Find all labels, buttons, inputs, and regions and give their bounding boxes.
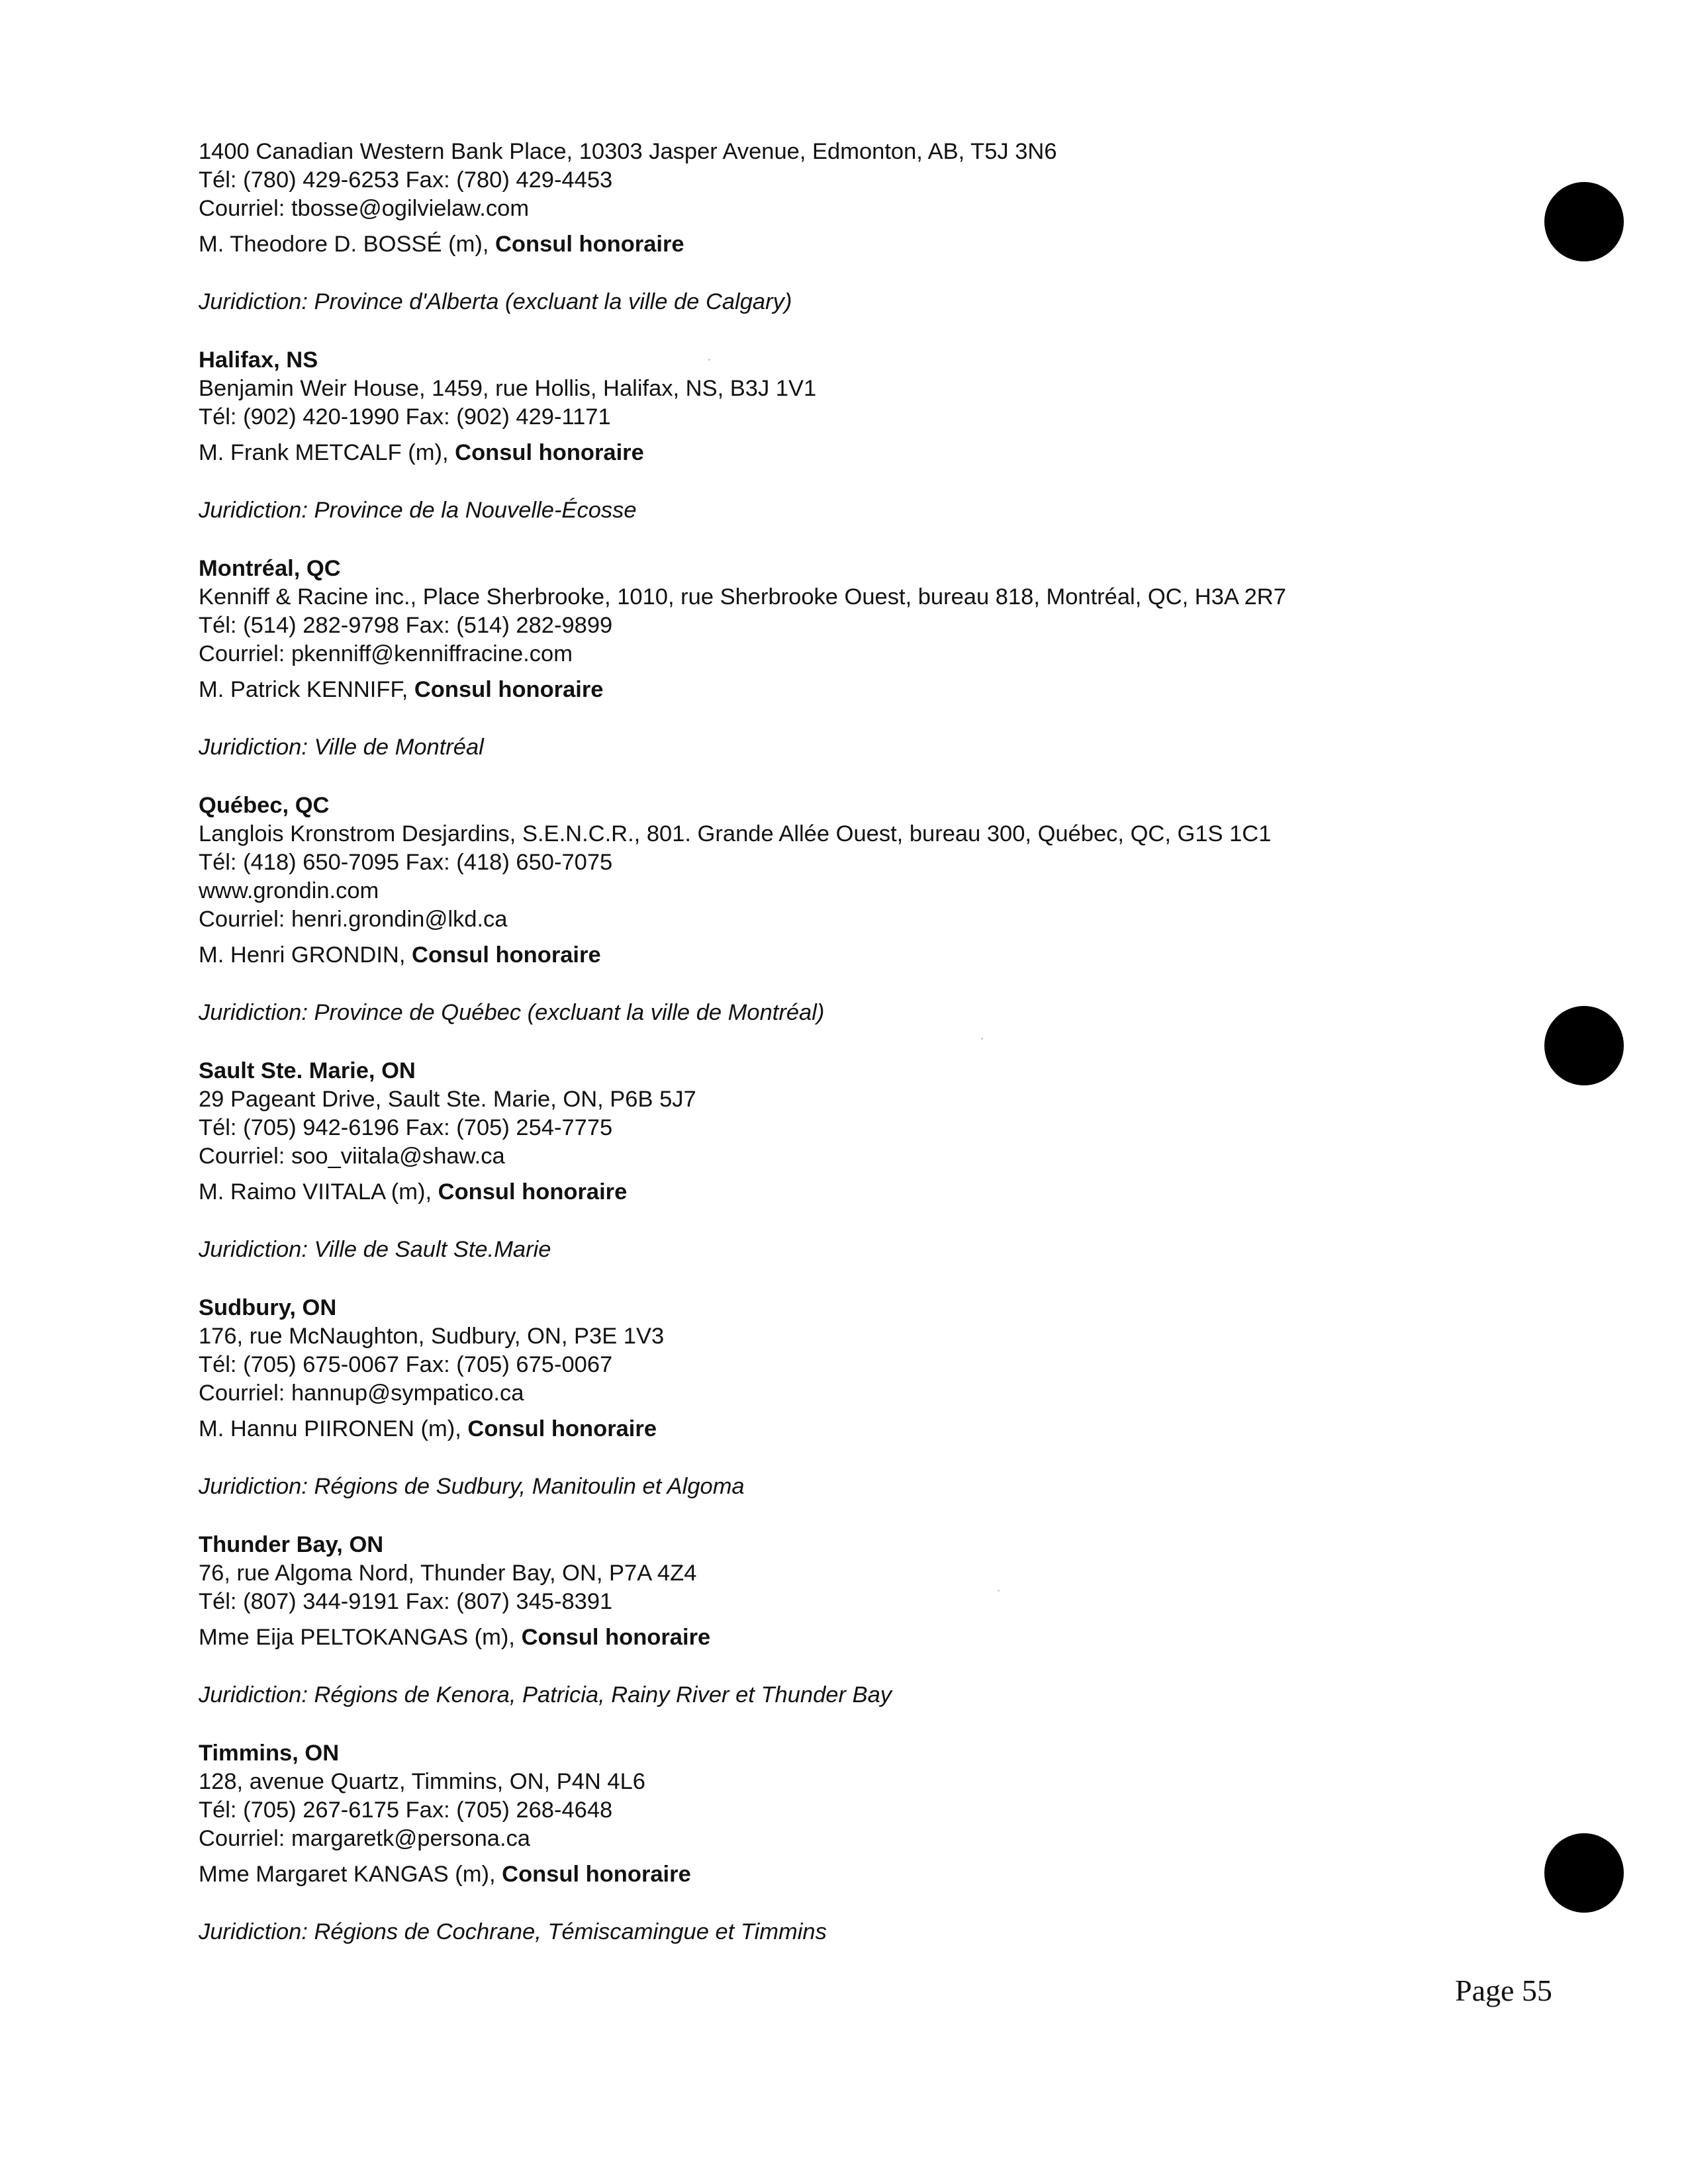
consul-line (199, 1623, 1509, 1652)
consul-title: Consul honoraire (414, 677, 604, 702)
scan-speck (998, 1590, 1000, 1592)
punch-hole-bottom (1544, 1833, 1624, 1913)
consul-line (199, 1415, 1509, 1443)
website-line: www.grondin.com (199, 878, 379, 903)
consul-title: Consul honoraire (502, 1862, 691, 1887)
address-line: Kenniff & Racine inc., Place Sherbrooke, 1010, rue Sherbrooke Ouest, bureau 818, Montréal, QC, H3A 2R7 (199, 584, 1286, 610)
punch-hole-top (1544, 182, 1624, 261)
consulate-entry (199, 1294, 1509, 1501)
scan-speck (708, 359, 710, 361)
consul-line (199, 676, 1509, 704)
consul-title: Consul honoraire (438, 1179, 628, 1205)
consul-title: Consul honoraire (495, 232, 684, 257)
consulate-entry (199, 555, 1509, 762)
jurisdiction-line: Juridiction: Province de la Nouvelle-Écosse (199, 498, 637, 523)
address-line: Benjamin Weir House, 1459, rue Hollis, Halifax, NS, B3J 1V1 (199, 376, 817, 401)
phone-fax-line: Tél: (902) 420-1990 Fax: (902) 429-1171 (199, 404, 611, 430)
address-line: 76, rue Algoma Nord, Thunder Bay, ON, P7A 4Z4 (199, 1561, 697, 1586)
consul-title: Consul honoraire (467, 1416, 657, 1441)
consulate-entry (199, 1057, 1509, 1264)
consul-name: M. Theodore D. BOSSÉ (m), (199, 232, 495, 257)
phone-fax-line: Tél: (780) 429-6253 Fax: (780) 429-4453 (199, 167, 613, 193)
city-heading: Sault Ste. Marie, ON (199, 1058, 416, 1083)
jurisdiction-line: Juridiction: Régions de Cochrane, Témiscamingue et Timmins (199, 1919, 827, 1944)
consulate-entry (199, 138, 1509, 316)
jurisdiction-line: Juridiction: Régions de Kenora, Patricia, Rainy River et Thunder Bay (199, 1682, 892, 1707)
consul-title: Consul honoraire (412, 942, 601, 968)
consul-name: M. Henri GRONDIN, (199, 942, 412, 968)
jurisdiction-line: Juridiction: Ville de Montréal (199, 735, 484, 760)
email-line: Courriel: hannup@sympatico.ca (199, 1381, 524, 1406)
email-line: Courriel: tbosse@ogilvielaw.com (199, 196, 530, 221)
phone-fax-line: Tél: (705) 267-6175 Fax: (705) 268-4648 (199, 1797, 613, 1823)
phone-fax-line: Tél: (705) 675-0067 Fax: (705) 675-0067 (199, 1352, 613, 1377)
phone-fax-line: Tél: (807) 344-9191 Fax: (807) 345-8391 (199, 1589, 613, 1614)
consul-name: M. Frank METCALF (m), (199, 440, 455, 465)
page-number: Page 55 (1455, 1974, 1552, 2007)
city-heading: Thunder Bay, ON (199, 1532, 384, 1557)
address-line: 128, avenue Quartz, Timmins, ON, P4N 4L6 (199, 1769, 645, 1794)
address-line: 1400 Canadian Western Bank Place, 10303 Jasper Avenue, Edmonton, AB, T5J 3N6 (199, 139, 1057, 164)
consul-name: M. Raimo VIITALA (m), (199, 1179, 438, 1205)
city-heading: Montréal, QC (199, 556, 341, 581)
consulate-entry (199, 346, 1509, 525)
consulate-entry (199, 792, 1509, 1027)
consul-line (199, 230, 1509, 259)
city-heading: Québec, QC (199, 793, 330, 818)
consul-name: M. Patrick KENNIFF, (199, 677, 414, 702)
consul-line (199, 1178, 1509, 1206)
email-line: Courriel: pkenniff@kenniffracine.com (199, 641, 573, 666)
consul-line (199, 941, 1509, 970)
consulate-directory (199, 138, 1509, 1976)
phone-fax-line: Tél: (514) 282-9798 Fax: (514) 282-9899 (199, 613, 613, 638)
email-line: Courriel: henri.grondin@lkd.ca (199, 907, 508, 932)
consul-name: Mme Eija PELTOKANGAS (m), (199, 1625, 522, 1650)
consul-name: M. Hannu PIIRONEN (m), (199, 1416, 468, 1441)
consul-line (199, 1860, 1509, 1889)
city-heading: Timmins, ON (199, 1741, 340, 1766)
scan-speck (981, 1038, 983, 1040)
consulate-entry (199, 1739, 1509, 1946)
consul-title: Consul honoraire (521, 1625, 711, 1650)
consul-title: Consul honoraire (455, 440, 644, 465)
punch-hole-middle (1544, 1006, 1624, 1085)
email-line: Courriel: soo_viitala@shaw.ca (199, 1144, 505, 1169)
city-heading: Halifax, NS (199, 347, 318, 373)
address-line: Langlois Kronstrom Desjardins, S.E.N.C.R., 801. Grande Allée Ouest, bureau 300, Québec, QC, G1S 1C1 (199, 821, 1272, 846)
jurisdiction-line: Juridiction: Ville de Sault Ste.Marie (199, 1237, 551, 1262)
consulate-entry (199, 1531, 1509, 1709)
consul-line (199, 439, 1509, 467)
city-heading: Sudbury, ON (199, 1295, 337, 1320)
phone-fax-line: Tél: (418) 650-7095 Fax: (418) 650-7075 (199, 850, 613, 875)
address-line: 176, rue McNaughton, Sudbury, ON, P3E 1V3 (199, 1324, 665, 1349)
jurisdiction-line: Juridiction: Province de Québec (excluant la ville de Montréal) (199, 1000, 825, 1025)
address-line: 29 Pageant Drive, Sault Ste. Marie, ON, P6B 5J7 (199, 1087, 696, 1112)
email-line: Courriel: margaretk@persona.ca (199, 1826, 530, 1851)
consul-name: Mme Margaret KANGAS (m), (199, 1862, 502, 1887)
jurisdiction-line: Juridiction: Province d'Alberta (excluant la ville de Calgary) (199, 289, 792, 314)
jurisdiction-line: Juridiction: Régions de Sudbury, Manitoulin et Algoma (199, 1474, 745, 1499)
phone-fax-line: Tél: (705) 942-6196 Fax: (705) 254-7775 (199, 1115, 613, 1140)
